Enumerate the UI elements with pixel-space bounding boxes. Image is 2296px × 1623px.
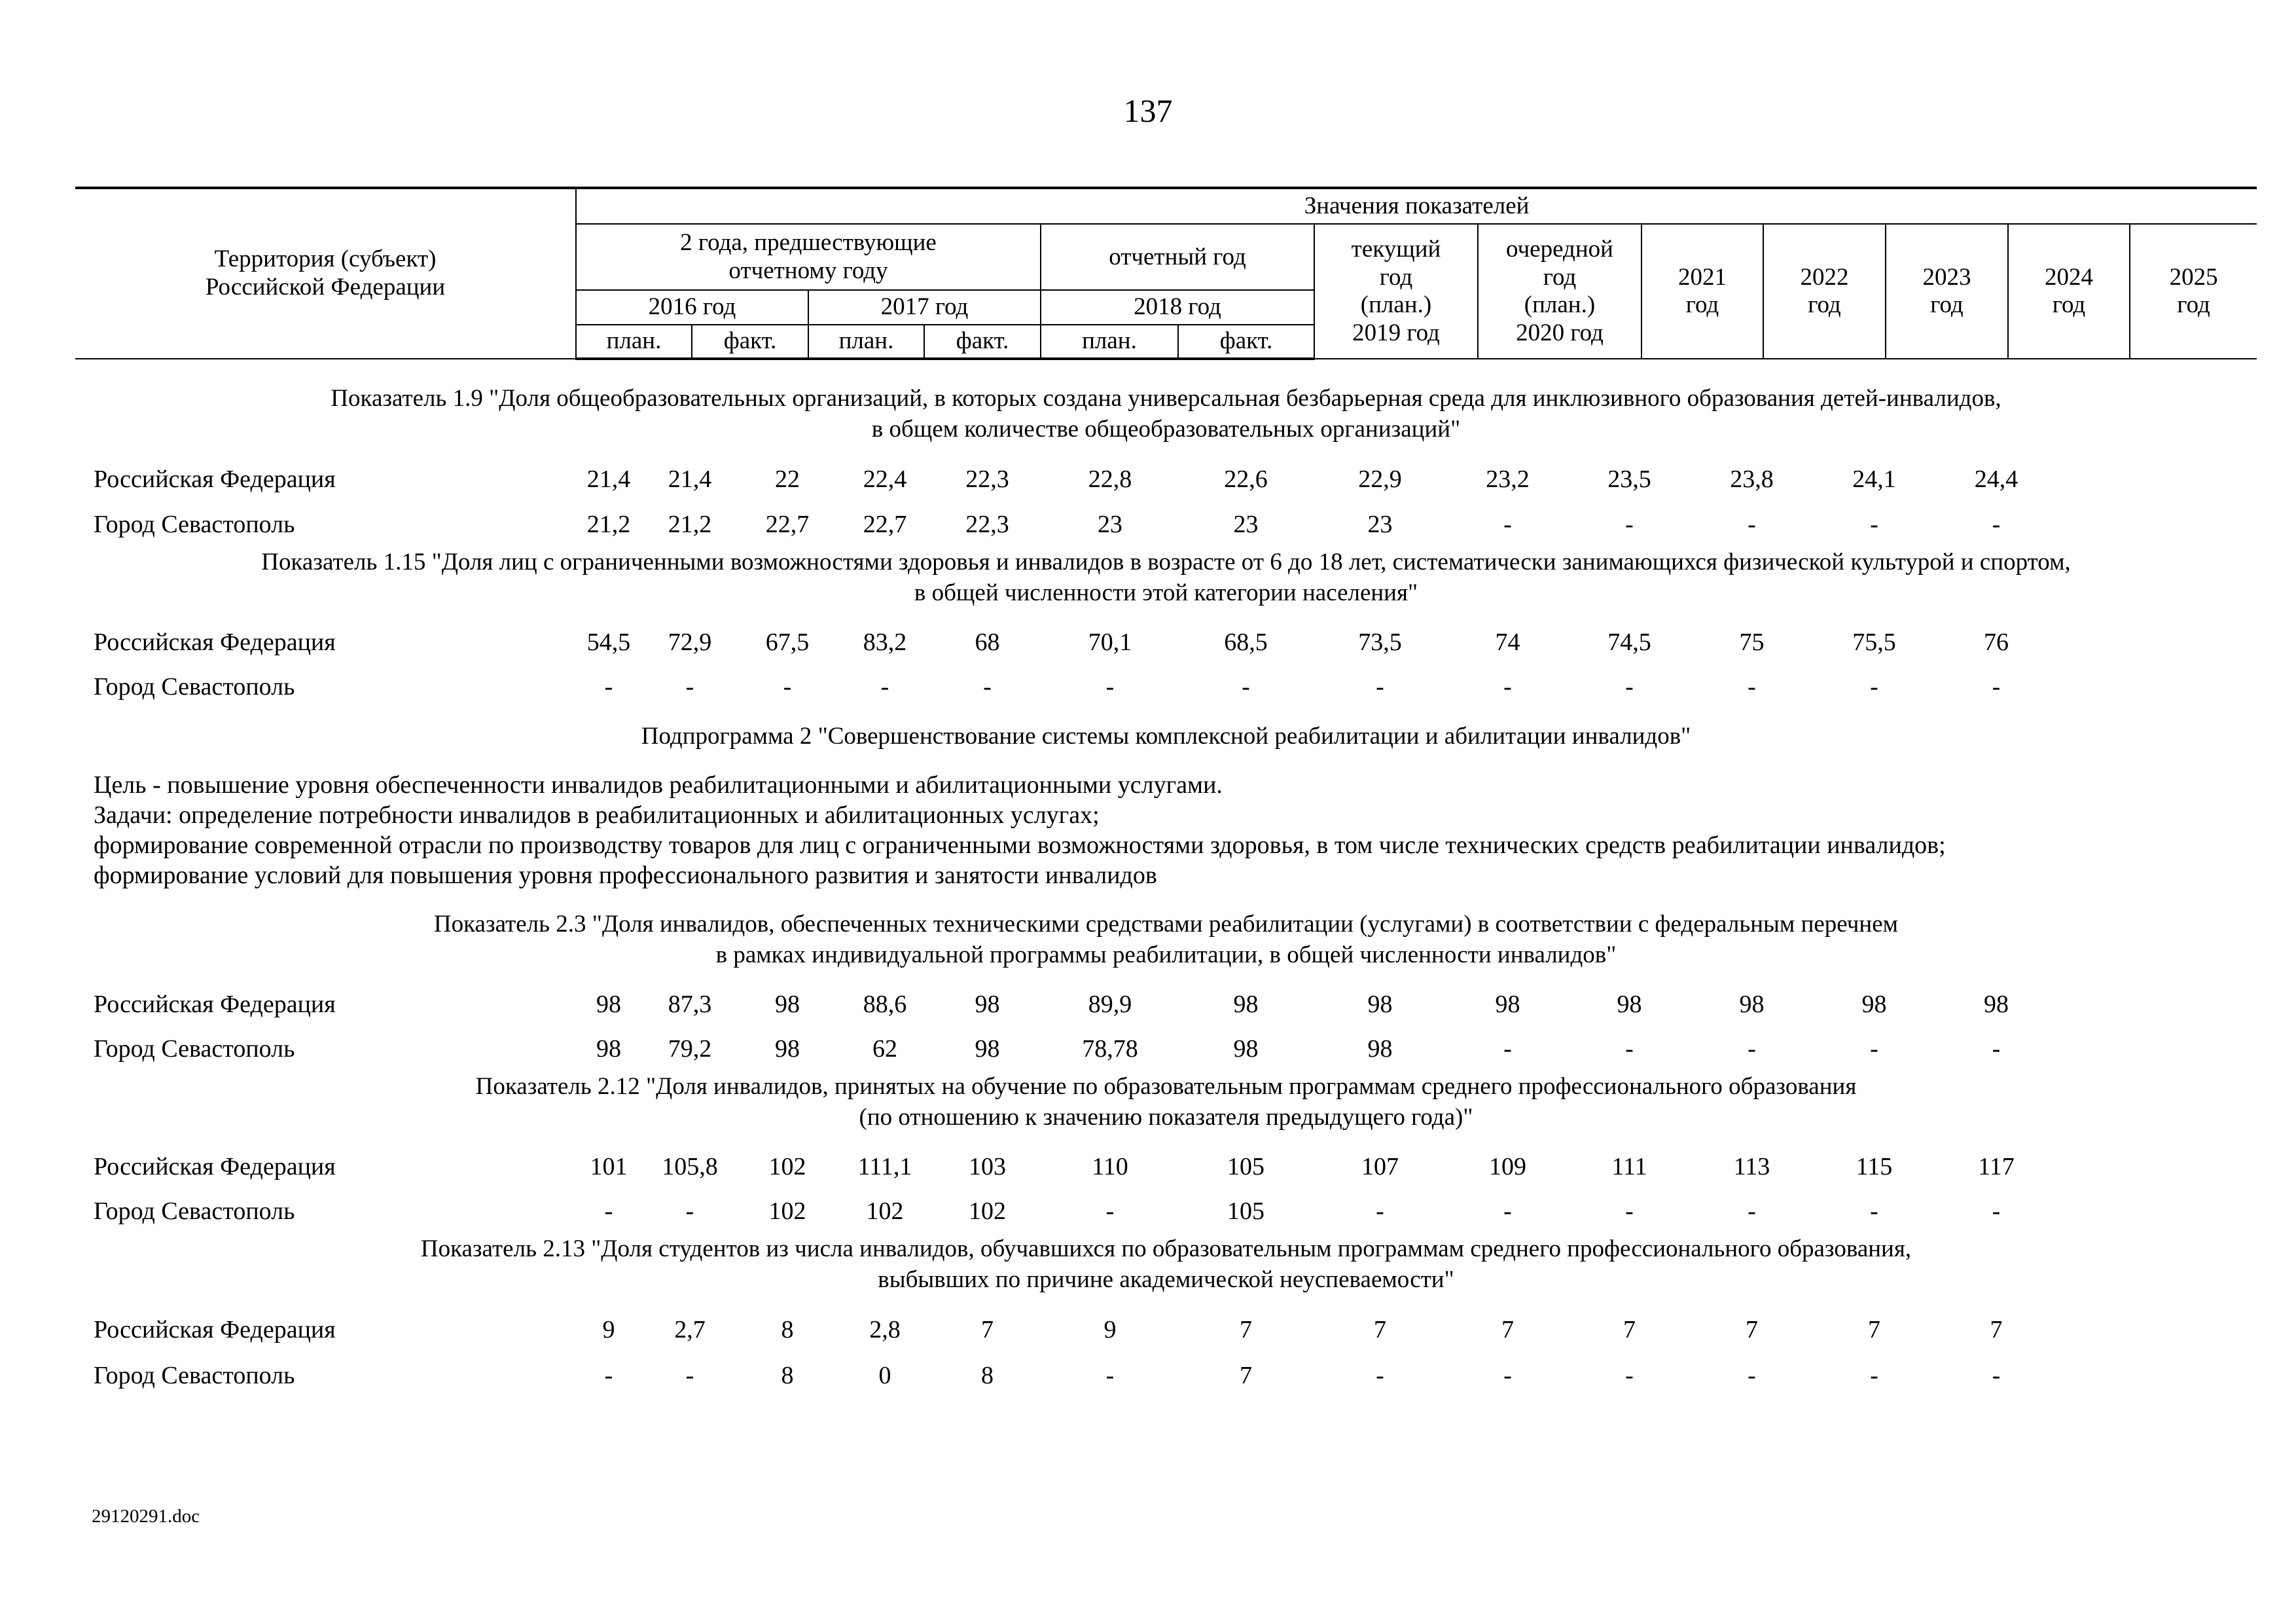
subprogram-goals: [75, 770, 2257, 890]
indicator-title: Показатель 2.3 "Доля инвалидов, обеспеченных техническими средствами реабилитации (услугами) в соответствии с федеральным перечнем: [433, 911, 1899, 938]
row-value: 54,5: [586, 629, 631, 656]
row-value: 107: [1361, 1153, 1399, 1180]
report-year-header: отчетный год: [1041, 224, 1314, 290]
row-label: Российская Федерация: [94, 1316, 336, 1343]
row-value: 110: [1092, 1153, 1128, 1180]
row-value: 7: [981, 1316, 994, 1343]
row-value: 21,2: [586, 511, 631, 538]
row-value: 24,1: [1852, 465, 1896, 493]
row-value: 22,6: [1224, 465, 1268, 493]
row-value: -: [1748, 1035, 1756, 1063]
row-value: -: [1625, 1197, 1634, 1225]
row-value: -: [1870, 511, 1878, 538]
row-value: 98: [1367, 991, 1393, 1018]
indicator-title: Показатель 2.12 "Доля инвалидов, принятых на обучение по образовательным программам среднего профессионального образования: [475, 1073, 1857, 1100]
table-row: [75, 1307, 2257, 1353]
indicator-section: [75, 1233, 2257, 1398]
row-label: Российская Федерация: [94, 629, 336, 656]
row-value: 98: [975, 991, 1000, 1018]
row-value: 23: [1367, 511, 1393, 538]
row-value: -: [1105, 673, 1115, 701]
row-value: 98: [775, 1035, 800, 1063]
row-value: -: [1376, 673, 1384, 701]
row-value: 113: [1733, 1153, 1770, 1180]
row-value: 22,3: [965, 511, 1009, 538]
row-label: Российская Федерация: [94, 465, 336, 493]
row-value: 102: [768, 1197, 806, 1225]
prev-years-header: 2 года, предшествующие отчетному году: [576, 224, 1041, 290]
territory-header: Территория (субъект) Российской Федерации: [75, 188, 576, 359]
row-value: 7: [1623, 1316, 1636, 1343]
row-value: 89,9: [1088, 991, 1132, 1018]
indicator-section: [75, 909, 2257, 1071]
indicator-title-cont: в общей численности этой категории населения": [914, 579, 1418, 606]
row-value: 62: [872, 1035, 897, 1063]
row-value: 7: [1990, 1316, 2003, 1343]
row-value: 74: [1495, 629, 1520, 656]
row-value: 115: [1856, 1153, 1893, 1180]
indicator-title: Показатель 2.13 "Доля студентов из числа инвалидов, обучавшихся по образовательным программам среднего профессионального образования,: [420, 1235, 1912, 1262]
indicator-title: Показатель 1.9 "Доля общеобразовательных организаций, в которых создана универсальная безбарьерная среда для инклюзивного образования детей-инвалидов,: [331, 385, 2001, 412]
row-value: 0: [878, 1362, 891, 1389]
table-header: [75, 187, 2257, 360]
row-value: 22: [775, 465, 800, 493]
row-value: -: [1992, 1362, 2001, 1389]
row-value: 73,5: [1358, 629, 1402, 656]
row-value: -: [1503, 1362, 1512, 1389]
row-label: Город Севастополь: [94, 1362, 295, 1389]
row-value: 7: [1746, 1316, 1758, 1343]
row-value: 75,5: [1852, 629, 1896, 656]
row-value: 98: [1617, 991, 1642, 1018]
row-value: 23,5: [1607, 465, 1651, 493]
row-label: Российская Федерация: [94, 991, 336, 1018]
row-value: -: [1992, 1035, 2001, 1063]
row-value: 102: [866, 1197, 904, 1225]
row-value: 7: [1240, 1362, 1252, 1389]
row-value: 98: [596, 991, 621, 1018]
row-label: Российская Федерация: [94, 1153, 336, 1180]
table-body: [75, 383, 2257, 1398]
row-value: 105,8: [662, 1153, 718, 1180]
row-value: -: [1376, 1197, 1384, 1225]
current-year-header: текущий год (план.) 2019 год: [1314, 224, 1478, 359]
year-2021-header: 2021 год: [1641, 224, 1763, 359]
row-value: -: [1992, 673, 2001, 701]
row-value: -: [1242, 673, 1250, 701]
row-value: -: [1992, 1197, 2001, 1225]
table-row: [75, 1189, 2257, 1233]
row-value: -: [1992, 511, 2001, 538]
row-value: -: [1748, 1362, 1756, 1389]
row-value: -: [1870, 1197, 1878, 1225]
row-value: 103: [969, 1153, 1006, 1180]
fact-2018-header: факт.: [1178, 325, 1314, 359]
row-value: 88,6: [863, 991, 907, 1018]
row-value: 21,2: [668, 511, 712, 538]
row-value: 98: [1739, 991, 1765, 1018]
year-2022-header: 2022 год: [1763, 224, 1886, 359]
row-value: -: [1503, 673, 1512, 701]
row-value: 8: [781, 1362, 794, 1389]
row-value: -: [1625, 511, 1634, 538]
row-value: 98: [1984, 991, 2009, 1018]
row-value: 23: [1233, 511, 1259, 538]
row-value: 24,4: [1974, 465, 2018, 493]
row-value: 2,8: [869, 1316, 901, 1343]
row-value: 22,4: [863, 465, 907, 493]
row-value: 102: [768, 1153, 806, 1180]
next-year-header: очередной год (план.) 2020 год: [1478, 224, 1641, 359]
subprogram-title: Подпрограмма 2 "Совершенствование системы комплексной реабилитации и абилитации инвалидов": [641, 723, 1691, 750]
indicator-section: [75, 1071, 2257, 1233]
year-2024-header: 2024 год: [2008, 224, 2130, 359]
row-value: 22,7: [765, 511, 810, 538]
row-value: 9: [1103, 1316, 1117, 1343]
row-value: 7: [1868, 1316, 1880, 1343]
row-value: 68: [975, 629, 1000, 656]
row-value: -: [1870, 673, 1878, 701]
row-value: -: [983, 673, 992, 701]
row-value: -: [1625, 1035, 1634, 1063]
row-value: -: [1503, 1197, 1512, 1225]
values-header: Значения показателей: [576, 188, 2257, 224]
row-value: 2,7: [674, 1316, 706, 1343]
row-value: -: [604, 1362, 613, 1389]
row-value: 7: [1501, 1316, 1514, 1343]
row-value: -: [1870, 1035, 1878, 1063]
row-value: 78,78: [1082, 1035, 1138, 1063]
fact-2017-header: факт.: [924, 325, 1041, 359]
row-value: 76: [1984, 629, 2009, 656]
row-value: -: [783, 673, 792, 701]
year-2018-header: 2018 год: [1041, 290, 1314, 324]
table-row: [75, 1027, 2257, 1071]
row-value: -: [1503, 511, 1512, 538]
row-value: 102: [969, 1197, 1006, 1225]
year-2016-header: 2016 год: [576, 290, 808, 324]
indicator-title-cont: выбывших по причине академической неуспеваемости": [878, 1266, 1454, 1293]
row-value: 9: [602, 1316, 615, 1343]
row-value: 22,3: [965, 465, 1009, 493]
row-value: 83,2: [863, 629, 907, 656]
row-value: 23: [1098, 511, 1122, 538]
row-value: -: [604, 1197, 613, 1225]
row-value: 75: [1739, 629, 1765, 656]
row-value: 98: [975, 1035, 1000, 1063]
table-row: [75, 502, 2257, 547]
row-value: -: [880, 673, 889, 701]
row-value: 8: [781, 1316, 794, 1343]
indicator-section: [75, 383, 2257, 547]
row-value: 98: [596, 1035, 621, 1063]
row-value: -: [1625, 673, 1634, 701]
document-filename: 29120291.doc: [92, 1506, 200, 1527]
row-value: 87,3: [668, 991, 712, 1018]
row-value: -: [1105, 1197, 1115, 1225]
row-value: -: [1625, 1362, 1634, 1389]
table-row: [75, 1144, 2257, 1189]
row-value: 22,9: [1358, 465, 1402, 493]
row-label: Город Севастополь: [94, 1035, 295, 1063]
row-value: -: [1503, 1035, 1512, 1063]
row-value: -: [1376, 1362, 1384, 1389]
goal-line: Задачи: определение потребности инвалидов в реабилитационных и абилитационных услугах;: [94, 801, 1100, 829]
row-value: 111,1: [857, 1153, 912, 1180]
row-value: 67,5: [765, 629, 810, 656]
table-row: [75, 1353, 2257, 1398]
plan-2018-header: план.: [1041, 325, 1178, 359]
row-value: 98: [1233, 991, 1259, 1018]
row-value: 98: [1367, 1035, 1393, 1063]
row-label: Город Севастополь: [94, 511, 295, 538]
row-value: 21,4: [586, 465, 631, 493]
indicator-title-cont: (по отношению к значению показателя предыдущего года)": [859, 1104, 1473, 1131]
row-value: 98: [1495, 991, 1520, 1018]
row-label: Город Севастополь: [94, 673, 295, 701]
row-value: 22,7: [863, 511, 907, 538]
row-value: 21,4: [668, 465, 712, 493]
row-value: -: [1748, 673, 1756, 701]
table-row: [75, 456, 2257, 502]
table-row: [75, 982, 2257, 1027]
year-2023-header: 2023 год: [1886, 224, 2008, 359]
year-2025-header: 2025 год: [2130, 224, 2257, 359]
row-value: 105: [1227, 1197, 1265, 1225]
indicator-title-cont: в общем количестве общеобразовательных организаций": [871, 416, 1461, 443]
goal-line: формирование условий для повышения уровня профессионального развития и занятости инвалидов: [94, 862, 1157, 889]
goal-line: Цель - повышение уровня обеспеченности инвалидов реабилитационными и абилитационными услугами.: [94, 771, 1223, 799]
row-value: -: [1105, 1362, 1115, 1389]
row-value: 105: [1227, 1153, 1265, 1180]
row-value: 23,8: [1730, 465, 1774, 493]
row-value: -: [685, 1197, 694, 1225]
row-value: 70,1: [1088, 629, 1132, 656]
row-value: -: [604, 673, 613, 701]
row-value: 101: [590, 1153, 628, 1180]
row-value: -: [1870, 1362, 1878, 1389]
row-value: 79,2: [668, 1035, 712, 1063]
row-value: -: [685, 673, 694, 701]
row-value: -: [1748, 511, 1756, 538]
row-value: 109: [1489, 1153, 1526, 1180]
fact-2016-header: факт.: [692, 325, 808, 359]
indicator-title: Показатель 1.15 "Доля лиц с ограниченными возможностями здоровья и инвалидов в возрасте от 6 до 18 лет, систематически занимающихся физической культурой и спортом,: [261, 549, 2071, 575]
row-value: -: [685, 1362, 694, 1389]
row-value: 7: [1240, 1316, 1252, 1343]
row-label: Город Севастополь: [94, 1197, 295, 1225]
table-row: [75, 620, 2257, 665]
row-value: 22,8: [1088, 465, 1132, 493]
indicator-title-cont: в рамках индивидуальной программы реабилитации, в общей численности инвалидов": [715, 941, 1617, 968]
row-value: 74,5: [1607, 629, 1651, 656]
row-value: 23,2: [1486, 465, 1530, 493]
row-value: 8: [981, 1362, 994, 1389]
plan-2017-header: план.: [808, 325, 924, 359]
row-value: 72,9: [668, 629, 712, 656]
indicator-section: [75, 547, 2257, 709]
row-value: 68,5: [1224, 629, 1268, 656]
row-value: 98: [775, 991, 800, 1018]
year-2017-header: 2017 год: [808, 290, 1041, 324]
table-row: [75, 665, 2257, 709]
row-value: 98: [1861, 991, 1887, 1018]
goal-line: формирование современной отрасли по производству товаров для лиц с ограниченными возможностями здоровья, в том числе технических средств реабилитации инвалидов;: [94, 831, 1946, 859]
page-number: 137: [1123, 92, 1173, 129]
row-value: 98: [1233, 1035, 1259, 1063]
row-value: 117: [1978, 1153, 2015, 1180]
plan-2016-header: план.: [576, 325, 692, 359]
row-value: 111: [1611, 1153, 1647, 1180]
row-value: 7: [1374, 1316, 1386, 1343]
row-value: -: [1748, 1197, 1756, 1225]
